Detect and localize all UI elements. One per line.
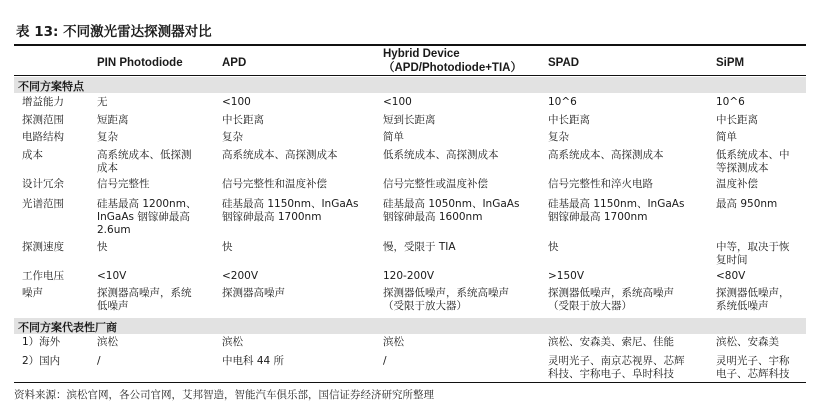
vendor-cell: 灵明光子、宇称 电子、芯辉科技	[716, 355, 790, 380]
feature-cell: 快	[222, 241, 233, 253]
feature-cell: 信号完整性	[97, 178, 150, 190]
feature-cell: 探测器低噪声， 系统低噪声	[716, 287, 790, 312]
feature-cell: 硅基最高 1150nm、InGaAs 铟镓砷最高 1700nm	[222, 198, 359, 223]
section-vendors-label: 不同方案代表性厂商	[18, 321, 117, 334]
vendor-cell: 滨松	[383, 336, 404, 348]
feature-cell: 中长距离	[548, 114, 590, 126]
feature-row-label: 光谱范围	[22, 198, 64, 210]
feature-cell: 快	[548, 241, 559, 253]
feature-cell: 探测器低噪声，系统高噪声 （受限于放大器）	[548, 287, 674, 312]
vendor-cell: /	[97, 355, 101, 367]
feature-cell: 复杂	[97, 131, 118, 143]
vendor-row-label: 1）海外	[22, 336, 61, 348]
feature-cell: <10V	[97, 270, 127, 282]
col-header-spad: SPAD	[548, 57, 580, 69]
col-header-hybrid: Hybrid Device （APD/Photodiode+TIA）	[383, 48, 522, 74]
feature-cell: 探测器高噪声	[222, 287, 285, 299]
feature-row-label: 设计冗余	[22, 178, 64, 190]
page-header-fragment	[262, 0, 332, 5]
vendor-cell: 滨松	[97, 336, 118, 348]
feature-cell: 快	[97, 241, 108, 253]
col-header-apd: APD	[222, 57, 247, 69]
feature-cell: 中长距离	[222, 114, 264, 126]
feature-cell: 简单	[383, 131, 404, 143]
table-title-row	[14, 20, 806, 44]
feature-cell: 短到长距离	[383, 114, 436, 126]
feature-cell: 硅基最高 1050nm、InGaAs 铟镓砷最高 1600nm	[383, 198, 520, 223]
vendor-row-label: 2）国内	[22, 355, 61, 367]
vendor-cell: 滨松、安森美	[716, 336, 779, 348]
feature-cell: 简单	[716, 131, 737, 143]
section-features	[14, 77, 806, 93]
feature-row-label: 探测范围	[22, 114, 64, 126]
vendor-cell: 滨松、安森美、索尼、佳能	[548, 336, 674, 348]
feature-cell: 探测器低噪声，系统高噪声 （受限于放大器）	[383, 287, 509, 312]
feature-row-label: 工作电压	[22, 270, 64, 282]
feature-cell: 120-200V	[383, 270, 435, 282]
feature-cell: >150V	[548, 270, 585, 282]
feature-cell: 温度补偿	[716, 178, 758, 190]
feature-cell: 中等，取决于恢 复时间	[716, 241, 790, 266]
feature-row-label: 增益能力	[22, 96, 64, 108]
feature-cell: <100	[383, 96, 412, 108]
feature-cell: 短距离	[97, 114, 129, 126]
col-header-sipm: SiPM	[716, 57, 745, 69]
feature-row-label: 噪声	[22, 287, 43, 299]
feature-cell: 高系统成本、高探测成本	[548, 149, 664, 161]
feature-cell: 信号完整性和温度补偿	[222, 178, 327, 190]
feature-cell: 复杂	[548, 131, 569, 143]
feature-row-label: 探测速度	[22, 241, 64, 253]
feature-row-label: 成本	[22, 149, 43, 161]
feature-cell: <200V	[222, 270, 259, 282]
feature-cell: 硅基最高 1200nm、 InGaAs 铟镓砷最高 2.6um	[97, 198, 197, 236]
section-features-label: 不同方案特点	[18, 80, 84, 93]
vendor-cell: 中电科 44 所	[222, 355, 285, 367]
feature-cell: 最高 950nm	[716, 198, 778, 210]
header-rule	[14, 75, 806, 76]
table-title: 表 13: 不同激光雷达探测器对比	[16, 24, 212, 40]
feature-row-label: 电路结构	[22, 131, 64, 143]
feature-cell: <80V	[716, 270, 746, 282]
vendor-cell: 滨松	[222, 336, 243, 348]
feature-cell: 慢，受限于 TIA	[383, 241, 456, 253]
vendor-cell: 灵明光子、南京芯视界、芯辉 科技、宇称电子、阜时科技	[548, 355, 685, 380]
feature-cell: 硅基最高 1150nm、InGaAs 铟镓砷最高 1700nm	[548, 198, 685, 223]
feature-cell: 低系统成本、中 等探测成本	[716, 149, 790, 174]
feature-cell: 信号完整性和淬火电路	[548, 178, 653, 190]
feature-cell: 信号完整性或温度补偿	[383, 178, 488, 190]
feature-cell: 中长距离	[716, 114, 758, 126]
feature-cell: 无	[97, 96, 108, 108]
feature-cell: 高系统成本、低探测 成本	[97, 149, 192, 174]
feature-cell: 探测器高噪声，系统 低噪声	[97, 287, 192, 312]
feature-cell: 高系统成本、高探测成本	[222, 149, 338, 161]
feature-cell: 10^6	[548, 96, 577, 108]
vendor-cell: /	[383, 355, 387, 367]
feature-cell: 10^6	[716, 96, 745, 108]
col-header-pin: PIN Photodiode	[97, 57, 183, 69]
source-note: 资料来源：滨松官网，各公司官网，艾邦智造，智能汽车俱乐部，国信证券经济研究所整理	[14, 389, 434, 401]
feature-cell: <100	[222, 96, 251, 108]
bottom-rule	[14, 382, 806, 383]
section-vendors	[14, 318, 806, 334]
feature-cell: 复杂	[222, 131, 243, 143]
feature-cell: 低系统成本、高探测成本	[383, 149, 499, 161]
title-rule	[14, 44, 806, 46]
